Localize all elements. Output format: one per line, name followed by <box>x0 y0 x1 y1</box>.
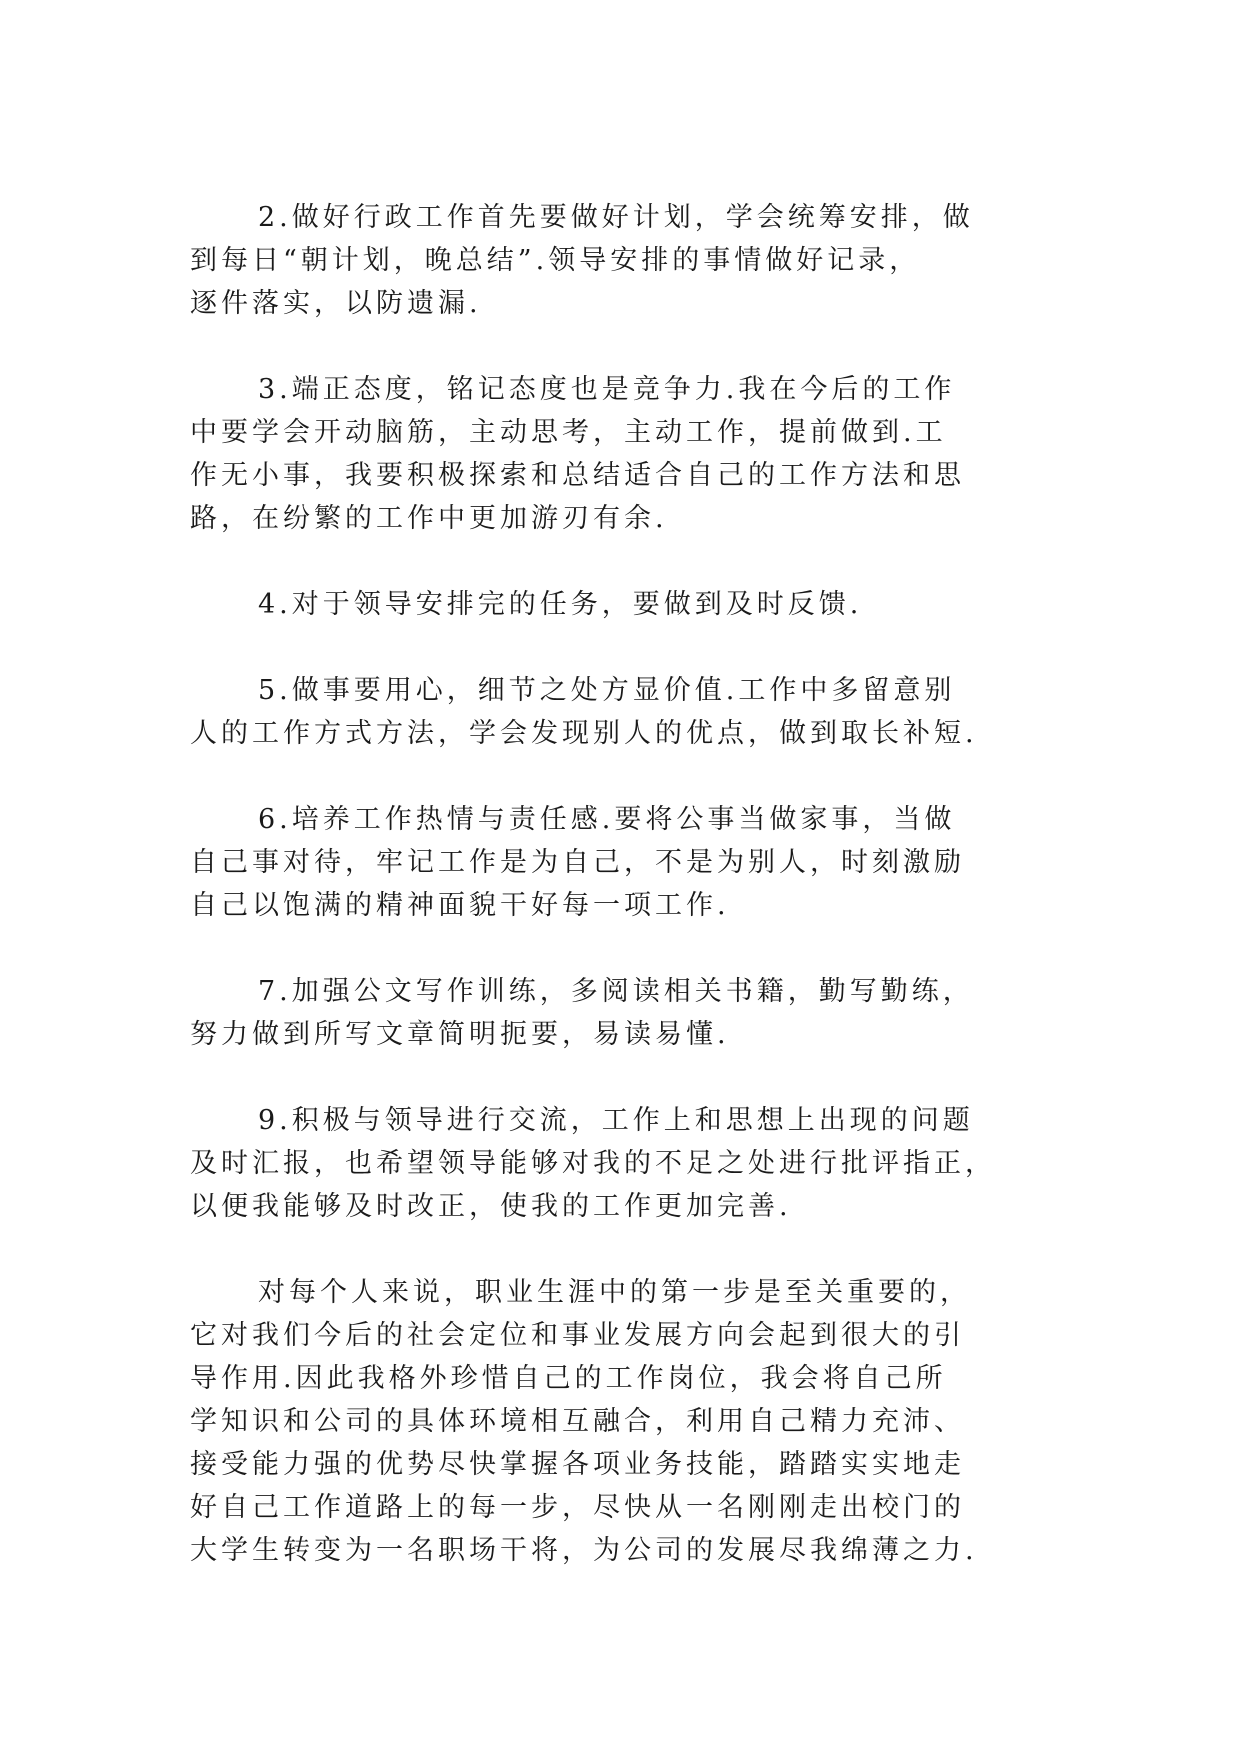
text-line: 中要学会开动脑筋，主动思考，主动工作，提前做到.工 <box>190 417 947 448</box>
text-line: 大学生转变为一名职场干将，为公司的发展尽我绵薄之力. <box>190 1535 978 1566</box>
paragraph-item-9 <box>190 1099 1040 1228</box>
text-line: 4.对于领导安排完的任务，要做到及时反馈. <box>258 589 863 620</box>
paragraph-conclusion <box>190 1271 1040 1572</box>
text-line: 自己以饱满的精神面貌干好每一项工作. <box>190 890 730 921</box>
text-line: 它对我们今后的社会定位和事业发展方向会起到很大的引 <box>190 1320 965 1351</box>
text-line: 2.做好行政工作首先要做好计划，学会统筹安排，做 <box>258 202 974 233</box>
text-line: 7.加强公文写作训练，多阅读相关书籍，勤写勤练， <box>258 976 974 1007</box>
paragraph-item-5 <box>190 669 1040 755</box>
text-line: 对每个人来说，职业生涯中的第一步是至关重要的， <box>258 1277 971 1308</box>
text-line: 到每日“朝计划，晚总结”.领导安排的事情做好记录， <box>190 245 921 276</box>
text-line: 路，在纷繁的工作中更加游刃有余. <box>190 503 668 534</box>
text-line: 3.端正态度，铭记态度也是竞争力.我在今后的工作 <box>258 374 956 405</box>
text-line: 6.培养工作热情与责任感.要将公事当做家事，当做 <box>258 804 956 835</box>
text-line: 学知识和公司的具体环境相互融合，利用自己精力充沛、 <box>190 1406 965 1437</box>
text-line: 以便我能够及时改正，使我的工作更加完善. <box>190 1191 792 1222</box>
paragraph-item-7 <box>190 970 1040 1056</box>
text-line: 接受能力强的优势尽快掌握各项业务技能，踏踏实实地走 <box>190 1449 965 1480</box>
document-body <box>190 196 1040 1615</box>
text-line: 努力做到所写文章简明扼要，易读易懂. <box>190 1019 730 1050</box>
text-line: 导作用.因此我格外珍惜自己的工作岗位，我会将自己所 <box>190 1363 947 1394</box>
text-line: 好自己工作道路上的每一步，尽快从一名刚刚走出校门的 <box>190 1492 965 1523</box>
paragraph-item-6 <box>190 798 1040 927</box>
text-line: 5.做事要用心，细节之处方显价值.工作中多留意别 <box>258 675 956 706</box>
text-line: 9.积极与领导进行交流，工作上和思想上出现的问题 <box>258 1105 974 1136</box>
text-line: 及时汇报，也希望领导能够对我的不足之处进行批评指正， <box>190 1148 996 1179</box>
paragraph-item-4 <box>190 583 1040 626</box>
text-line: 逐件落实，以防遗漏. <box>190 288 482 319</box>
text-line: 人的工作方式方法，学会发现别人的优点，做到取长补短. <box>190 718 978 749</box>
paragraph-item-2 <box>190 196 1040 325</box>
paragraph-item-3 <box>190 368 1040 540</box>
text-line: 自己事对待，牢记工作是为自己，不是为别人，时刻激励 <box>190 847 965 878</box>
text-line: 作无小事，我要积极探索和总结适合自己的工作方法和思 <box>190 460 965 491</box>
